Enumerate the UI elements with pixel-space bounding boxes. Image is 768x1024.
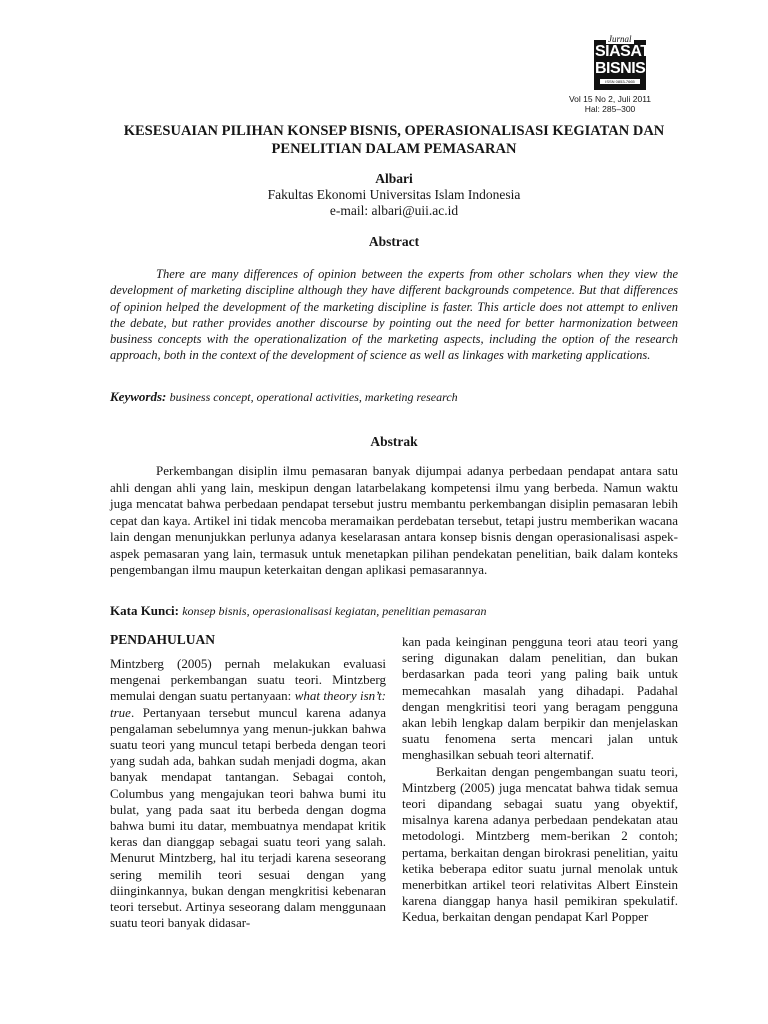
abstrak-body [110,463,678,579]
volume-info: Vol 15 No 2, Juli 2011 [568,94,652,104]
intro-right-paragraph-2: Berkaitan dengan pengembangan suatu teori, Mintzberg (2005) juga mencatat bahwa tidak semua teori dipandang sebagai suatu yang obyektif, misalnya karena adanya perbedaan pendekatan atau metodologi. Mintzberg mem-berikan 2 contoh; pertama, berkaitan dengan birokrasi penelitian, yaitu ketika beberapa editor suatu jurnal menolak untuk menerbitkan artikel teori relativitas Albert Einstein karena dianggap hanya hasil pemikiran spekulatif. Kedua, berkaitan dengan pendapat Karl Popper [402,763,678,925]
intro-right-column [402,634,678,926]
intro-left-italic: what theory isn’t: true [110,688,386,720]
author-email: e-mail: albari@uii.ac.id [329,203,459,218]
kata-kunci-text: konsep bisnis, operasionalisasi kegiatan, penelitian pemasaran [182,604,487,618]
journal-logo [592,34,648,90]
keywords-label: Keywords: [110,389,167,404]
author-affiliation: Fakultas Ekonomi Universitas Islam Indonesia [267,187,521,202]
abstract-text: There are many differences of opinion between the experts from other scholars when they view the development of marketing discipline although they have different backgrounds competence. But that differences of opinion helped the development of the marketing discipline is faster. This article does not attempt to enliven the debate, but rather provides another discourse by pointing out the need for better harmonization between business concepts with the operationalization of the marketing aspects, including the option of the research approach, both in the context of the development of science as well as linkages with marketing applications. [110,267,678,363]
keywords-text: business concept, operational activities, marketing research [169,390,458,404]
abstrak-heading: Abstrak [370,434,418,449]
intro-right-paragraph-1: kan pada keinginan pengguna teori atau teori yang sering digunakan dalam penelitian, dan bukan berdasarkan pada teori yang paling baik untuk memecahkan masalah yang dihadapi. Padahal dengan mengkritisi teori yang beragam pengguna akan lebih lengkap dalam berpikir dan menjelaskan suatu fenomena serta mencari jalan untuk menghasilkan sebuah teori alternatif. [402,634,678,763]
logo-script-text: Jurnal [608,34,632,44]
intro-left-text-a: Mintzberg (2005) pernah melakukan evaluasi mengenai perkembangan suatu teori. Mintzberg memulai dengan suatu pertanyaan: [110,656,386,704]
keywords-line [110,389,678,405]
logo-word-bisnis: BISNIS [595,60,646,77]
abstract-heading: Abstract [368,234,420,249]
intro-left-column [110,656,386,931]
section-heading-pendahuluan: PENDAHULUAN [110,632,216,647]
kata-kunci-line [110,603,678,619]
author-name: Albari [375,171,413,186]
intro-left-text-b: . Pertanyaan tersebut muncul karena adanya pengalaman sebelumnya yang menun-jukkan bahwa suatu teori yang muncul tetapi berbeda dengan teori yang sudah ada, bahkan sudah menjadi dogma, akan banyak mendapat tantangan. Sebagai contoh, Columbus yang mengajukan teori bahwa bumi itu bulat, yang pada saat itu berbeda dengan dogma bahwa bumi itu datar, membuatnya mendapat kritik keras dan dianggap sebagai suatu teori yang salah. Menurut Mintzberg, hal itu terjadi karena seseorang sering memilih teori sesuai dengan yang diinginkannya, bukan dengan mengkritisi kebenaran teori tersebut. Artinya seseorang dalam menggunaan suatu teori banyak didasar- [110,704,386,931]
page-range: Hal: 285–300 [584,104,636,114]
abstract-body [110,266,678,364]
logo-issn: ISSN 0853-7665 [600,79,640,84]
logo-word-siasat: SIASAT [595,43,650,60]
kata-kunci-label: Kata Kunci: [110,603,179,618]
paper-title: KESESUAIAN PILIHAN KONSEP BISNIS, OPERASIONALISASI KEGIATAN DAN PENELITIAN DALAM PEMASARAN [123,123,665,157]
abstrak-text: Perkembangan disiplin ilmu pemasaran banyak dijumpai adanya perbedaan pendapat antara satu ahli dengan ahli yang lain, meskipun dengan latarbelakang kompetensi ilmu yang berbeda. Namun waktu juga mencatat bahwa perbedaan pendapat tersebut justru membantu perkembangan disiplin pemasaran lebih cepat dan kaya. Artikel ini tidak mencoba meramaikan perdebatan tersebut, tetapi justru memberikan wacana lain dengan menunjukkan perlunya adanya keselarasan antara konsep bisnis dengan operasionalisasi aspek-aspek pemasaran yang lain, termasuk untuk menetapkan pilihan pendekatan penelitian, baik dalam konteks pengembangan ilmu maupun keterkaitan dengan aplikasi pemasarannya. [110,463,678,577]
